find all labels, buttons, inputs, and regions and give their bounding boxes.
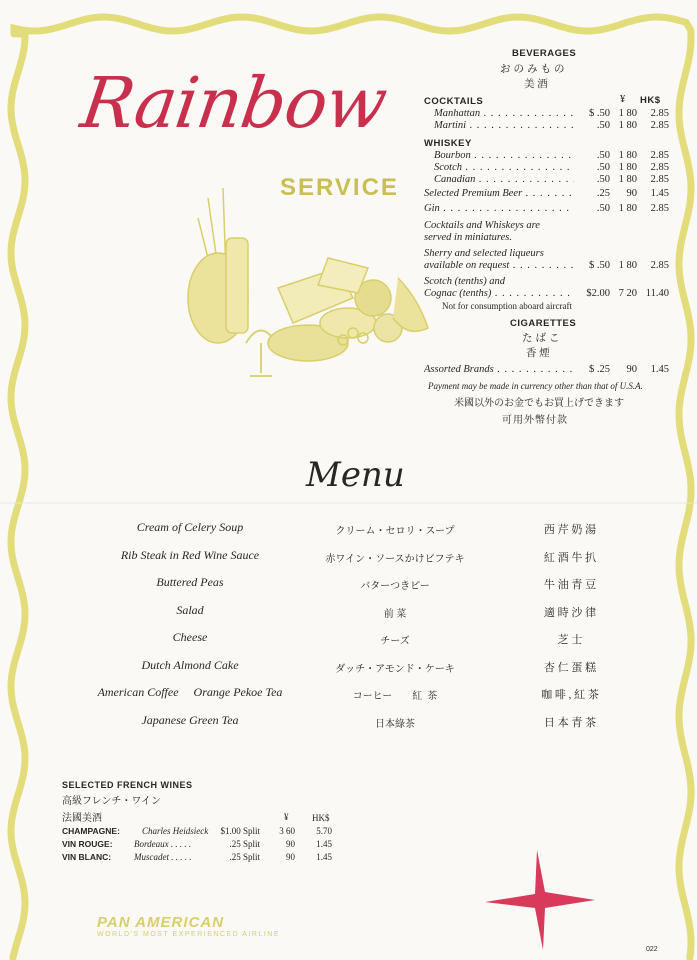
menu-items <box>0 520 697 740</box>
beverages-heading: BEVERAGES <box>512 48 577 59</box>
price-hkd: 2.85 <box>650 108 669 119</box>
price-usd: $ .50 <box>589 260 610 271</box>
menu-item <box>0 603 697 621</box>
food-illustration <box>178 178 440 398</box>
menu-item-chinese: 杏 仁 蛋 糕 <box>543 661 597 674</box>
price-row <box>434 108 674 120</box>
payment-note-jp: 米國以外のお金でもお買上げできます <box>454 398 624 409</box>
menu-item <box>0 630 697 648</box>
wine-list <box>62 826 352 865</box>
pan-am-star-icon <box>485 850 595 950</box>
menu-item-chinese: 西 芹 奶 湯 <box>543 524 597 536</box>
wine-currency-hk: HK$ <box>312 813 330 823</box>
wine-name: Muscadet . . . . . <box>134 852 192 862</box>
rainbow-script-title: Rainbow <box>76 62 392 144</box>
tenths-row <box>424 288 674 300</box>
cigarettes-heading: CIGARETTES <box>510 318 577 329</box>
menu-item-chinese: 日 本 青 茶 <box>543 716 597 729</box>
wine-price-yen: 3 60 <box>279 826 295 836</box>
price-hkd: 2.85 <box>650 203 669 214</box>
menu-item-japanese: コーヒー 紅 茶 <box>352 691 438 702</box>
wine-type: VIN BLANC: <box>62 852 112 862</box>
menu-item-chinese: 咖 啡 , 紅 茶 <box>541 689 599 701</box>
price-hkd: 1.45 <box>650 364 669 375</box>
price-usd: .50 <box>596 162 610 173</box>
wine-currency-yen: ¥ <box>284 812 289 822</box>
menu-item-english: Dutch Almond Cake <box>141 657 239 672</box>
wine-price-yen: 90 <box>286 839 295 849</box>
menu-item <box>0 520 697 538</box>
price-usd: .50 <box>596 203 610 214</box>
wine-row <box>62 839 352 852</box>
menu-item-english: Rib Steak in Red Wine Sauce <box>120 547 260 562</box>
miniatures-note-2: served in miniatures. <box>424 232 512 243</box>
tenths-line-1: Scotch (tenths) and <box>424 276 506 287</box>
liqueurs-line-1: Sherry and selected liqueurs <box>424 248 544 259</box>
wine-type: CHAMPAGNE: <box>62 826 120 836</box>
menu-heading: Menu <box>306 455 405 495</box>
currency-hk-header: HK$ <box>640 95 661 106</box>
price-hkd: 11.40 <box>645 288 669 299</box>
price-row <box>424 288 674 300</box>
wine-price: .25 Split <box>229 852 260 862</box>
wine-price-hkd: 5.70 <box>316 826 332 836</box>
price-hkd: 2.85 <box>650 120 669 131</box>
cigarettes-row <box>424 364 674 376</box>
menu-item-japanese: 前 菜 <box>383 608 407 620</box>
menu-item-english: American Coffee Orange Pekoe Tea <box>97 685 283 699</box>
item-name: Assorted Brands . . . <box>424 364 574 376</box>
menu-item-japanese: ダッチ・アモンド・ケーキ <box>335 663 455 675</box>
menu-item <box>0 575 697 593</box>
wine-heading: SELECTED FRENCH WINES <box>62 780 193 790</box>
price-yen: 1 80 <box>618 150 637 161</box>
tenths-note: Not for consumption aboard aircraft <box>442 301 572 311</box>
menu-item <box>0 685 697 703</box>
item-name: Selected Premium Beer . . . <box>424 188 574 200</box>
price-yen: 1 80 <box>618 162 637 173</box>
rainbow-logo <box>76 62 402 201</box>
item-name: Cognac (tenths) . . . <box>424 288 574 300</box>
price-row <box>424 203 674 215</box>
menu-item-japanese: 日本綠茶 <box>375 718 415 730</box>
price-usd: $ .50 <box>589 108 610 119</box>
menu-item-japanese: 赤ワイン・ソースかけビフテキ <box>325 553 465 565</box>
cocktails-heading: COCKTAILS <box>424 96 484 107</box>
price-usd: .50 <box>596 174 610 185</box>
wine-name: Bordeaux . . . . . <box>134 839 192 849</box>
menu-item-japanese: クリーム・セロリ・スープ <box>335 526 455 537</box>
wine-type: VIN ROUGE: <box>62 839 113 849</box>
price-yen: 1 80 <box>618 108 637 119</box>
beverages-heading-cn: 美 酒 <box>524 79 548 90</box>
menu-item-english: Salad <box>176 602 204 617</box>
menu-item-english: Cream of Celery Soup <box>136 520 244 534</box>
menu-item-japanese: チーズ <box>380 636 410 647</box>
menu-item-english: Buttered Peas <box>156 575 224 589</box>
liqueurs-row <box>424 260 674 272</box>
gin-row <box>424 203 674 215</box>
payment-note-cn: 可用外幣付款 <box>502 415 568 426</box>
price-hkd: 1.45 <box>650 188 669 199</box>
cigarettes-heading-jp: たばこ <box>522 333 563 344</box>
price-row <box>424 260 674 272</box>
price-row <box>434 162 674 174</box>
menu-item-chinese: 芝 士 <box>557 634 583 646</box>
price-yen: 1 80 <box>618 260 637 271</box>
menu-item-chinese: 牛 油 青 豆 <box>543 579 597 591</box>
price-row <box>434 120 674 132</box>
cocktail-list <box>434 108 674 132</box>
wine-row <box>62 826 352 839</box>
price-hkd: 2.85 <box>650 150 669 161</box>
price-usd: .25 <box>596 188 610 199</box>
price-yen: 90 <box>626 364 637 375</box>
price-row <box>434 150 674 162</box>
item-name: Scotch . . . <box>434 162 574 174</box>
menu-item-japanese: バターつきピー <box>360 581 430 592</box>
airline-name: PAN AMERICAN <box>97 914 224 931</box>
price-usd: $2.00 <box>586 288 610 299</box>
item-name: available on request . . . <box>424 260 574 272</box>
whiskey-list <box>434 150 674 186</box>
price-usd: .50 <box>596 120 610 131</box>
price-row <box>424 364 674 376</box>
payment-note: Payment may be made in currency other than that of U.S.A. <box>428 381 643 391</box>
price-yen: 1 80 <box>618 174 637 185</box>
wine-name: Charles Heidsieck <box>142 826 209 836</box>
miniatures-note-1: Cocktails and Whiskeys are <box>424 220 540 231</box>
wine-price-yen: 90 <box>286 852 295 862</box>
wine-section <box>62 780 352 870</box>
menu-item-english: Cheese <box>172 630 208 644</box>
beverages-heading-jp: おのみもの <box>500 64 568 75</box>
wine-price-hkd: 1.45 <box>316 839 332 849</box>
cigarettes-heading-cn: 香 煙 <box>526 348 550 359</box>
menu-item-chinese: 適 時 沙 律 <box>543 606 597 619</box>
beverages-section <box>424 48 674 440</box>
price-row <box>424 188 674 200</box>
price-usd: $ .25 <box>589 364 610 375</box>
price-yen: 1 80 <box>618 203 637 214</box>
price-yen: 1 80 <box>618 120 637 131</box>
airline-tagline: WORLD'S MOST EXPERIENCED AIRLINE <box>97 931 281 938</box>
wine-price: .25 Split <box>229 839 260 849</box>
beer-row <box>424 188 674 200</box>
item-name: Canadian . . . <box>434 174 574 186</box>
item-name: Gin . . . <box>424 203 574 215</box>
menu-item <box>0 713 697 731</box>
menu-item-english: Japanese Green Tea <box>141 712 239 727</box>
wine-price-hkd: 1.45 <box>316 852 332 862</box>
price-yen: 90 <box>626 188 637 199</box>
price-yen: 7 20 <box>618 288 637 299</box>
page-code: 022 <box>646 946 658 953</box>
wine-row <box>62 852 352 865</box>
whiskey-heading: WHISKEY <box>424 138 472 149</box>
price-hkd: 2.85 <box>650 260 669 271</box>
price-usd: .50 <box>596 150 610 161</box>
item-name: Manhattan . . . <box>434 108 574 120</box>
currency-yen-header: ¥ <box>620 94 626 105</box>
price-hkd: 2.85 <box>650 174 669 185</box>
wine-price: $1.00 Split <box>220 826 260 836</box>
item-name: Martini . . . <box>434 120 574 132</box>
menu-item <box>0 548 697 566</box>
item-name: Bourbon . . . <box>434 150 574 162</box>
service-title: SERVICE <box>280 174 399 201</box>
price-row <box>434 174 674 186</box>
wine-heading-jp: 高級フレンチ・ワイン <box>62 796 162 807</box>
menu-item <box>0 658 697 676</box>
price-hkd: 2.85 <box>650 162 669 173</box>
wine-heading-cn: 法國美酒 <box>62 813 102 824</box>
menu-item-chinese: 紅 酒 牛 扒 <box>543 551 597 564</box>
